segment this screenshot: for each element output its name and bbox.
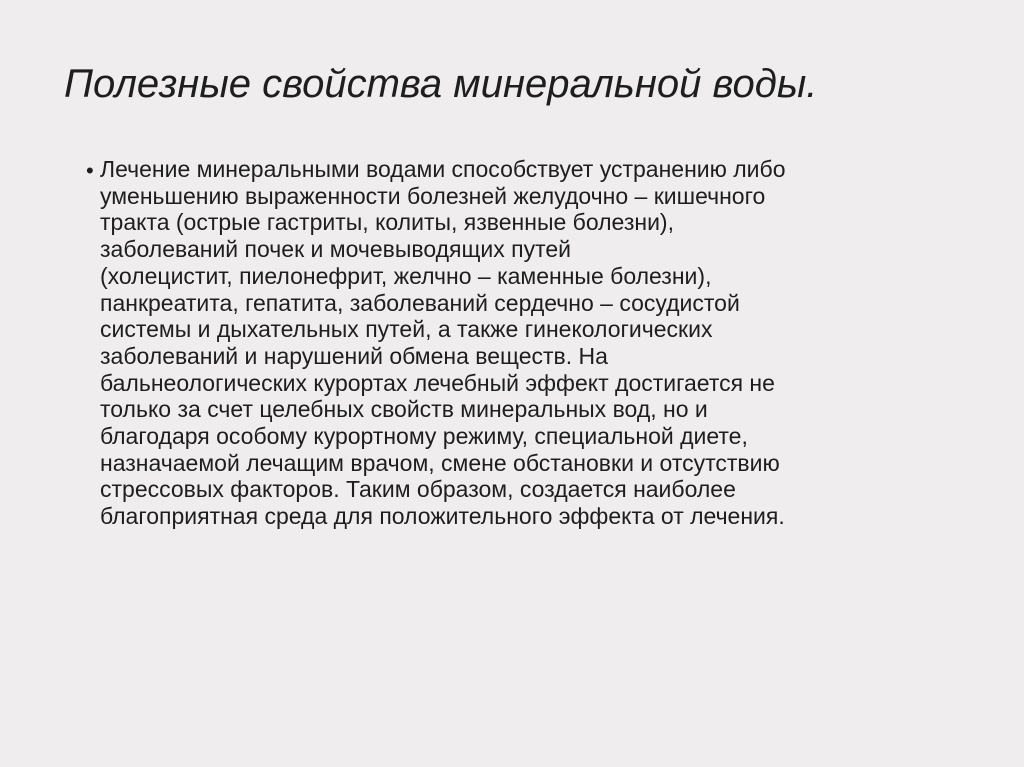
slide-title: Полезные свойства минеральной воды.	[64, 62, 818, 106]
bullet-list	[60, 156, 980, 530]
paragraph-line: уменьшению выраженности болезней желудочно – кишечного	[100, 182, 766, 209]
paragraph-line: назначаемой лечащим врачом, смене обстановки и отсутствию	[100, 449, 780, 476]
paragraph-line: бальнеологических курортах лечебный эффект достигается не	[100, 369, 775, 396]
paragraph-line: Лечение минеральными водами способствует устранению либо	[100, 156, 786, 182]
paragraph-line: стрессовых факторов. Таким образом, создается наиболее	[100, 476, 736, 503]
bullet-marker: •	[86, 158, 94, 183]
paragraph-line: заболеваний и нарушений обмена веществ. На	[100, 342, 608, 369]
paragraph-line: (холецистит, пиелонефрит, желчно – каменные болезни),	[100, 262, 712, 289]
paragraph-line: панкреатита, гепатита, заболеваний сердечно – сосудистой	[100, 289, 740, 316]
paragraph-line: тракта (острые гастриты, колиты, язвенные болезни),	[100, 209, 674, 236]
paragraph-line: системы и дыхательных путей, а также гинекологических	[100, 316, 713, 343]
paragraph-line: благоприятная среда для положительного эффекта от лечения.	[100, 503, 785, 530]
paragraph-line: заболеваний почек и мочевыводящих путей	[100, 236, 572, 263]
bullet-item	[60, 156, 980, 530]
paragraph-line: только за счет целебных свойств минеральных вод, но и	[100, 396, 708, 423]
paragraph-line: благодаря особому курортному режиму, специальной диете,	[100, 423, 748, 450]
